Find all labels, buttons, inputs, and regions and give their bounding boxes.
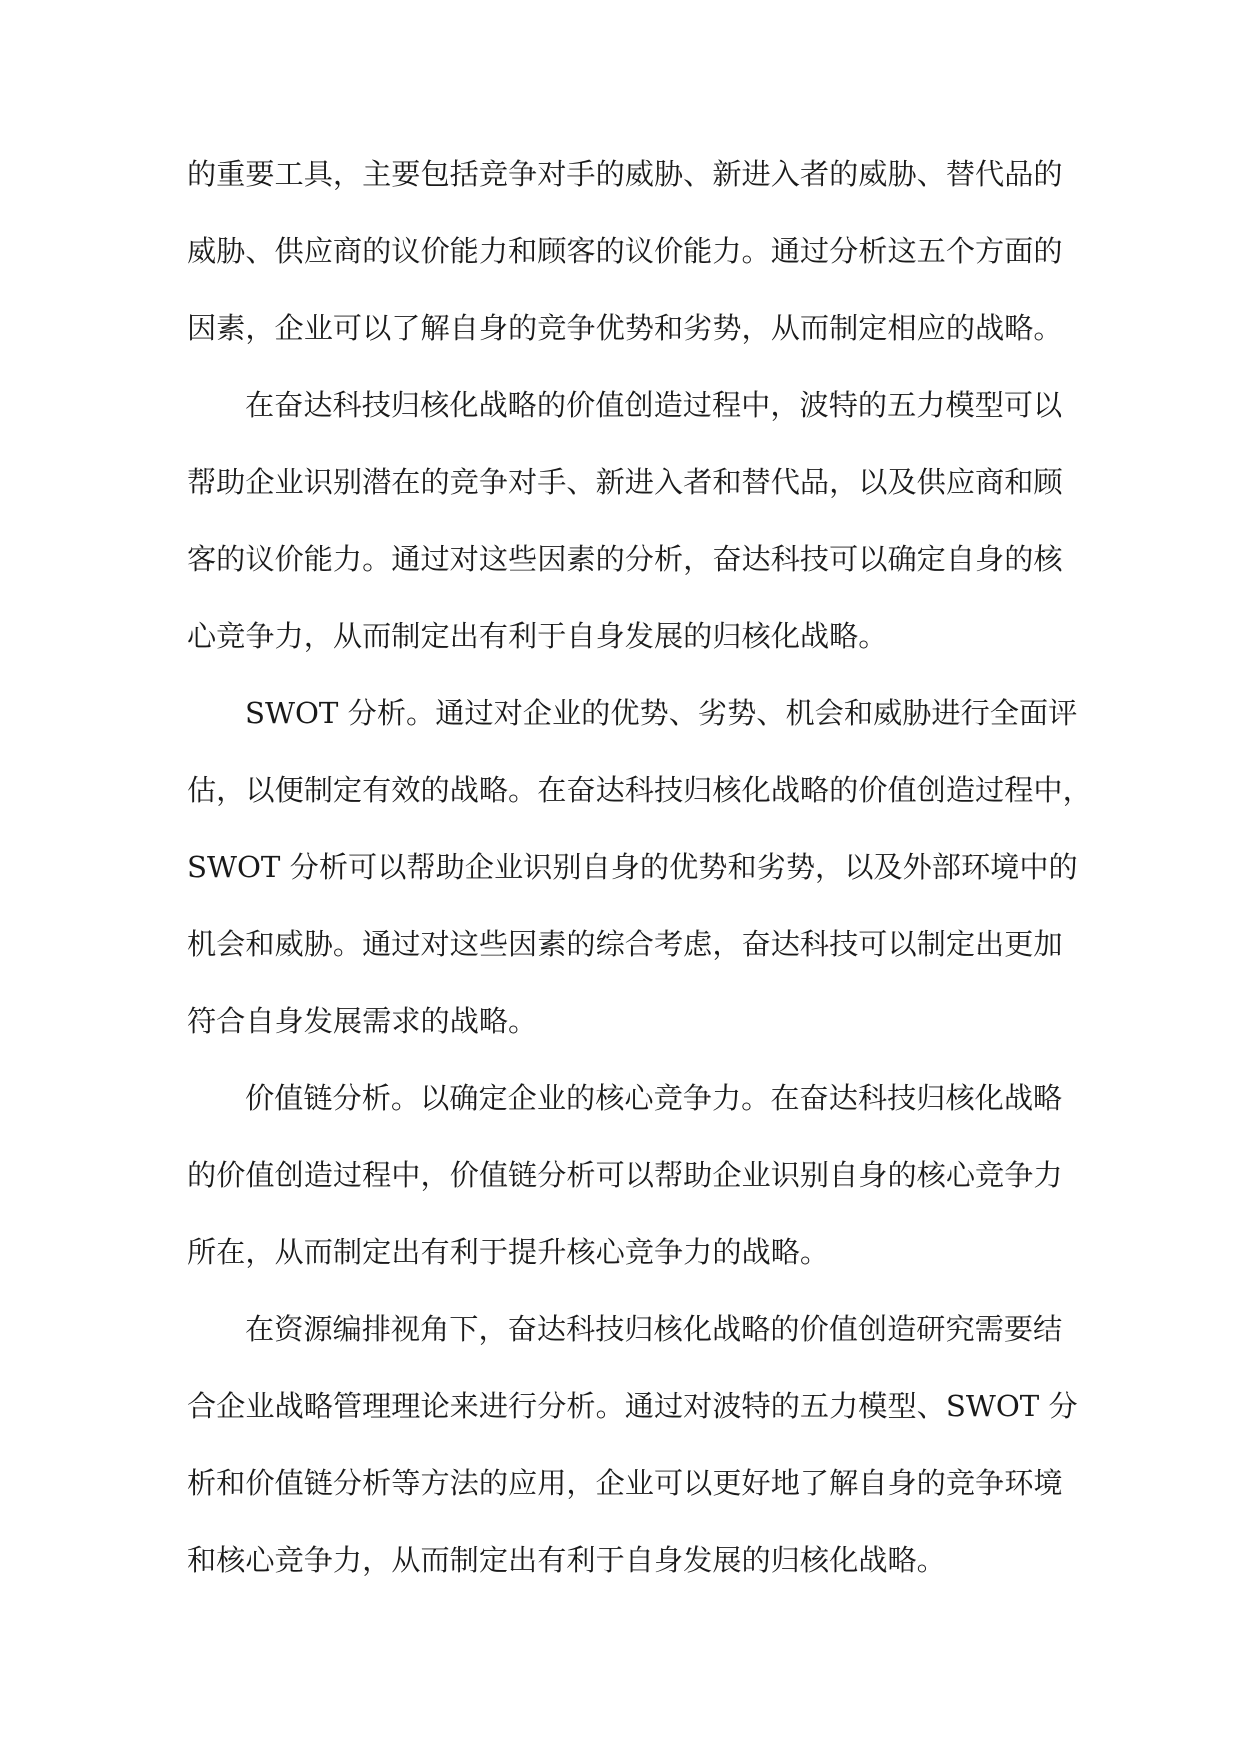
paragraph-3-line: SWOT 分析可以帮助企业识别自身的优势和劣势，以及外部环境中的 bbox=[187, 850, 1078, 884]
paragraph-4-line: 价值链分析。以确定企业的核心竞争力。在奋达科技归核化战略 bbox=[245, 1081, 1063, 1115]
paragraph-5-line: 和核心竞争力，从而制定出有利于自身发展的归核化战略。 bbox=[187, 1543, 946, 1577]
paragraph-4-line: 的价值创造过程中，价值链分析可以帮助企业识别自身的核心竞争力 bbox=[187, 1158, 1063, 1192]
paragraph-2-line: 客的议价能力。通过对这些因素的分析，奋达科技可以确定自身的核 bbox=[187, 542, 1063, 576]
paragraph-4-line: 所在，从而制定出有利于提升核心竞争力的战略。 bbox=[187, 1235, 830, 1269]
paragraph-2-line: 在奋达科技归核化战略的价值创造过程中，波特的五力模型可以 bbox=[245, 388, 1063, 422]
paragraph-3-line: SWOT 分析。通过对企业的优势、劣势、机会和威胁进行全面评 bbox=[245, 696, 1078, 730]
paragraph-3-line: 估，以便制定有效的战略。在奋达科技归核化战略的价值创造过程中， bbox=[187, 773, 1092, 807]
paragraph-5-line: 析和价值链分析等方法的应用，企业可以更好地了解自身的竞争环境 bbox=[187, 1466, 1063, 1500]
paragraph-5-line: 合企业战略管理理论来进行分析。通过对波特的五力模型、SWOT 分 bbox=[187, 1389, 1078, 1423]
paragraph-3-line: 机会和威胁。通过对这些因素的综合考虑，奋达科技可以制定出更加 bbox=[187, 927, 1063, 961]
paragraph-2-line: 帮助企业识别潜在的竞争对手、新进入者和替代品，以及供应商和顾 bbox=[187, 465, 1063, 499]
paragraph-1-line: 的重要工具，主要包括竞争对手的威胁、新进入者的威胁、替代品的 bbox=[187, 157, 1063, 191]
paragraph-1-line: 因素，企业可以了解自身的竞争优势和劣势，从而制定相应的战略。 bbox=[187, 311, 1063, 345]
paragraph-1-line: 威胁、供应商的议价能力和顾客的议价能力。通过分析这五个方面的 bbox=[187, 234, 1063, 268]
body-text bbox=[187, 142, 1092, 1605]
paragraph-5-line: 在资源编排视角下，奋达科技归核化战略的价值创造研究需要结 bbox=[245, 1312, 1063, 1346]
paragraph-2-line: 心竞争力，从而制定出有利于自身发展的归核化战略。 bbox=[187, 619, 888, 653]
paragraph-3-line: 符合自身发展需求的战略。 bbox=[187, 1004, 538, 1038]
